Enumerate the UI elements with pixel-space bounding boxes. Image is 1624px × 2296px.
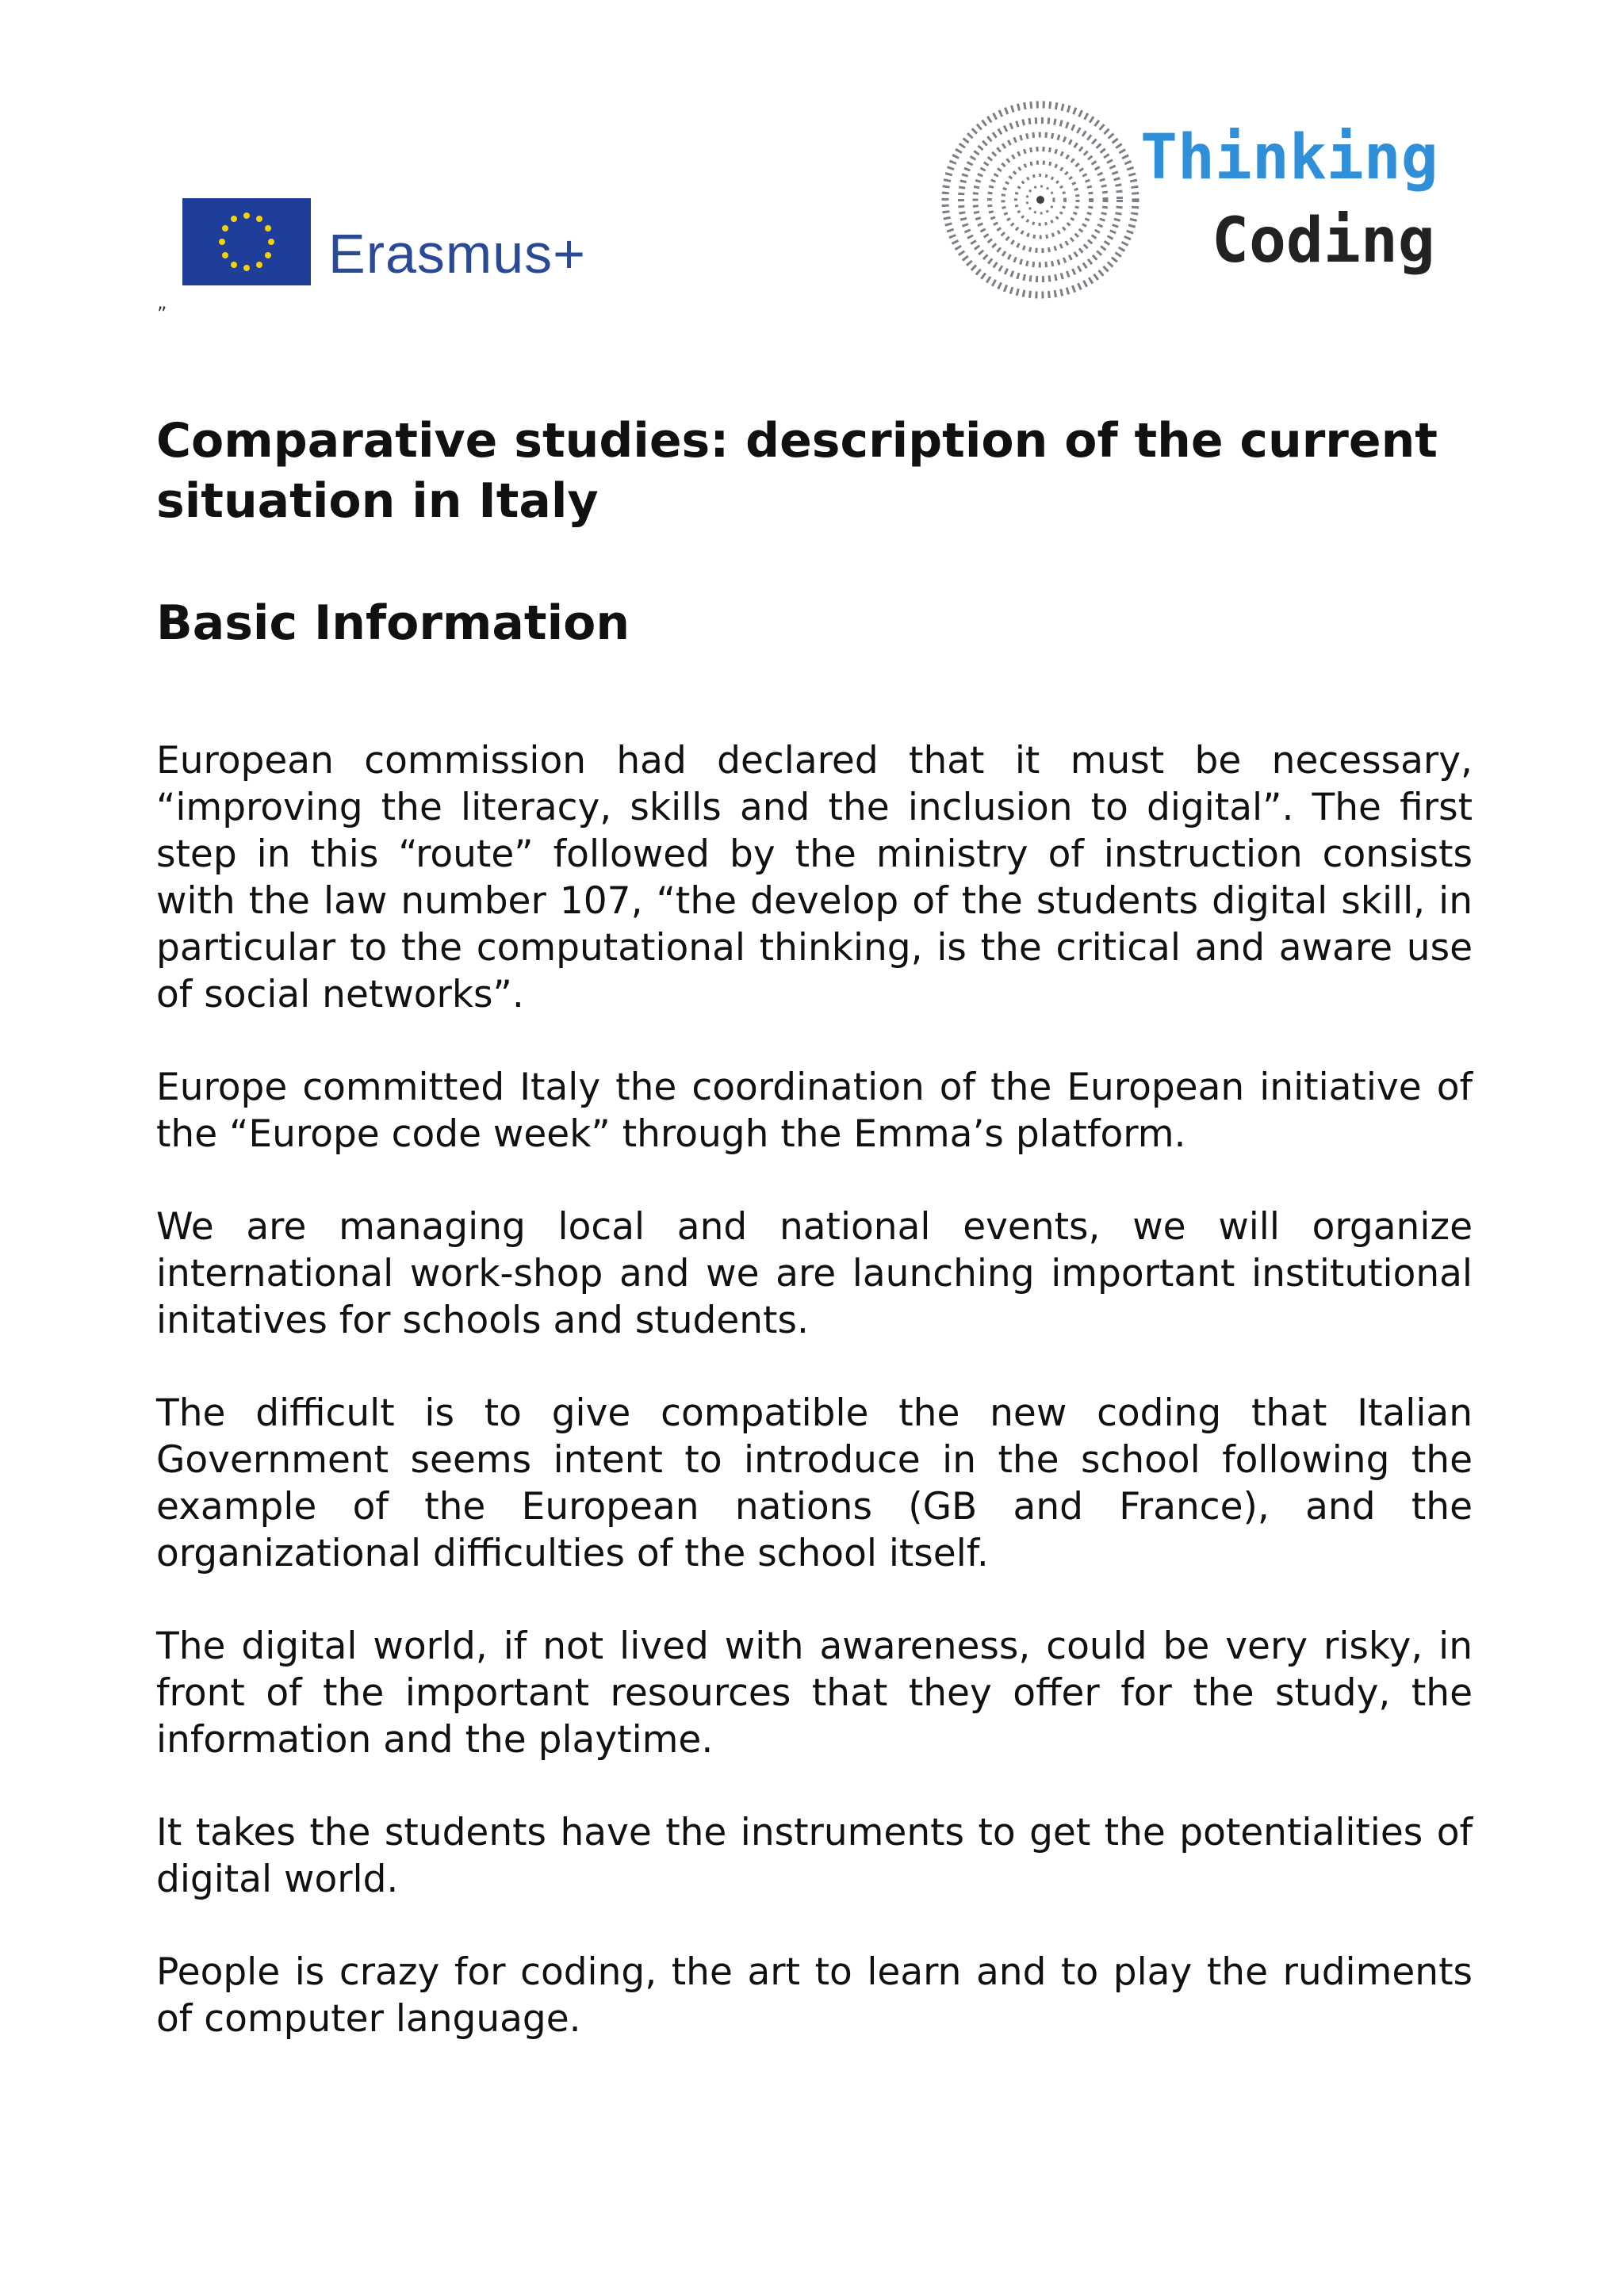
coding-wordmark: Coding xyxy=(1212,205,1435,277)
erasmus-plus-logo xyxy=(182,194,611,289)
eu-flag-icon xyxy=(182,198,311,285)
paragraph: People is crazy for coding, the art to learn and to play the rudiments of computer language. xyxy=(156,1950,1473,2041)
paragraph: The difficult is to give compatible the new coding that Italian Government seems intent to introduce in the school following the example of the European nations (GB and France), and the organizational difficulties of the school itself. xyxy=(156,1391,1473,1575)
thinking-wordmark: Thinking xyxy=(1140,122,1438,193)
stray-quote-mark: ” xyxy=(157,303,167,325)
paragraph: The digital world, if not lived with awareness, could be very risky, in front of the important resources that they offer for the study, the information and the playtime. xyxy=(156,1624,1473,1762)
paragraph: We are managing local and national events, we will organize international work-shop and we are launching important institutional initatives for schools and students. xyxy=(156,1205,1473,1342)
thinking-coding-logo xyxy=(936,95,1443,309)
document-title: Comparative studies: description of the current situation in Italy xyxy=(156,413,1438,529)
binary-spiral-icon xyxy=(936,95,1146,305)
paragraph: It takes the students have the instruments to get the potentialities of digital world. xyxy=(156,1811,1473,1901)
section-heading: Basic Information xyxy=(156,595,630,651)
erasmus-plus-wordmark: Erasmus+ xyxy=(328,223,587,285)
document-body xyxy=(156,737,1473,2088)
paragraph: Europe committed Italy the coordination of the European initiative of the “Europe code week” through the Emma’s platform. xyxy=(156,1066,1473,1156)
paragraph: European commission had declared that it must be necessary, “improving the literacy, skills and the inclusion to digital”. The first step in this “route” followed by the ministry of instruction consists with the law number 107, “the develop of the students digital skill, in particular to the computational thinking, is the critical and aware use of social networks”. xyxy=(156,739,1473,1016)
